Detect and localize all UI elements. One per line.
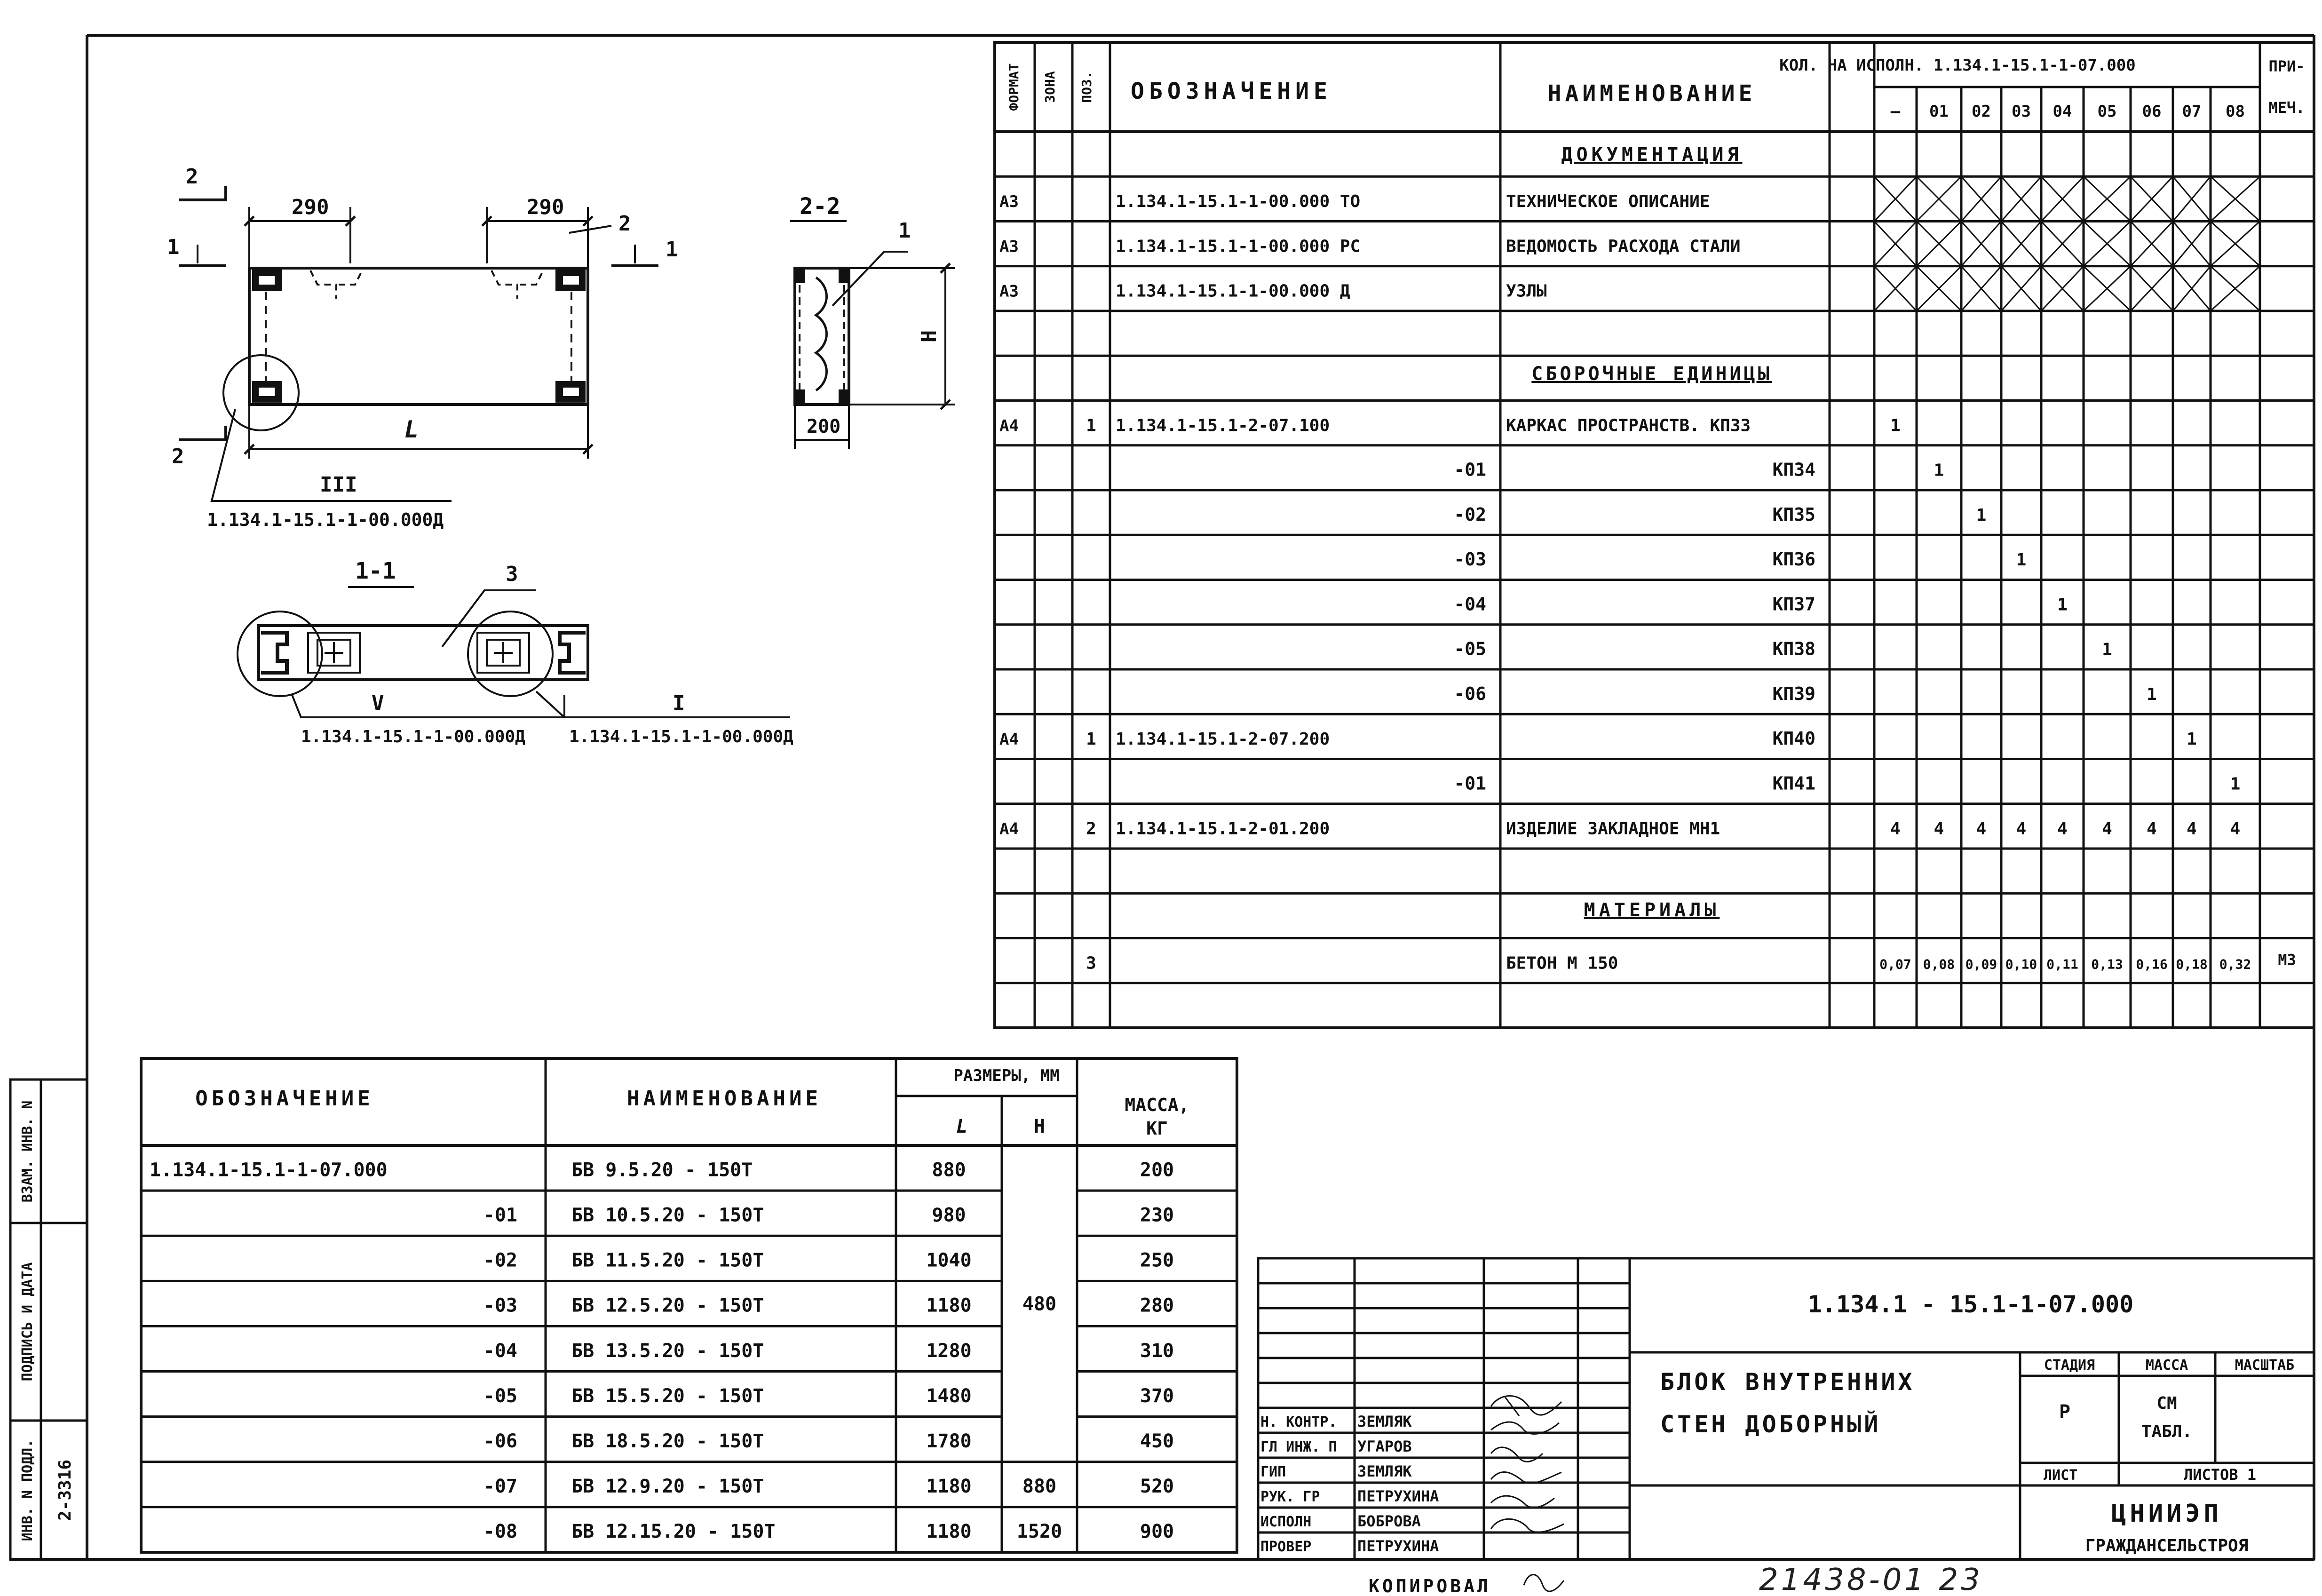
spec-header-designation: ОБОЗНАЧЕНИЕ: [1131, 78, 1332, 104]
vt-cell-L: 1040: [926, 1249, 972, 1271]
vt-cell-designation: -04: [483, 1340, 517, 1362]
spec-section-docs: ДОКУМЕНТАЦИЯ: [1561, 144, 1743, 166]
vt-cell-name: БВ 15.5.20 - 150Т: [571, 1385, 764, 1407]
spec-cell-qty: 1: [2147, 684, 2157, 704]
vt-cell-designation: -07: [483, 1476, 517, 1498]
front-node-mark: III: [320, 473, 357, 497]
spec-cell-name: УЗЛЫ: [1506, 281, 1547, 301]
spec-variant-header: 08: [2226, 102, 2245, 121]
spec-variant-headers: [1891, 102, 2245, 121]
spec-cell-qty: 1: [2102, 640, 2112, 659]
section11-node-V: V: [372, 691, 384, 715]
section22-dim-H: Н: [917, 330, 941, 343]
vt-cell-mass: 250: [1140, 1249, 1174, 1271]
spec-cell-pos: 1: [1086, 730, 1096, 749]
front-dim-290-left: 290: [292, 195, 329, 219]
spec-cell-format: А3: [999, 237, 1019, 256]
spec-cell-qty: 4: [1976, 819, 1987, 839]
sheet-frame: [9, 35, 2314, 1559]
vt-cell-designation: -06: [483, 1430, 517, 1453]
spec-cell-format: А4: [999, 416, 1019, 436]
spec-cell-qty: 4: [2230, 819, 2241, 839]
spec-table-rows: [999, 192, 2296, 973]
vt-header-dims: РАЗМЕРЫ, ММ: [953, 1066, 1060, 1085]
spec-cell-name: КП34: [1772, 459, 1815, 480]
front-cut-2-bottom: 2: [172, 445, 184, 468]
spec-variant-header: 06: [2142, 102, 2162, 121]
vt-cell-name: БВ 11.5.20 - 150Т: [571, 1249, 764, 1271]
spec-cell-designation: 1.134.1-15.1-1-00.000 Д: [1116, 281, 1350, 301]
section11-node-I: I: [673, 691, 685, 715]
title-sheet-label: ЛИСТ: [2044, 1467, 2078, 1484]
vt-cell-mass: 900: [1140, 1521, 1174, 1543]
spec-cell-pos: 2: [1086, 819, 1096, 839]
title-person-name: УГАРОВ: [1357, 1437, 1412, 1455]
vt-header-designation: ОБОЗНАЧЕНИЕ: [195, 1087, 374, 1111]
spec-cell-format: А3: [999, 192, 1019, 212]
spec-cell-qty: 4: [2016, 819, 2027, 839]
vt-cell-L: 1780: [926, 1430, 972, 1453]
spec-cell-name: КП39: [1772, 683, 1815, 704]
spec-table: [995, 42, 2314, 1028]
vt-cell-name: БВ 18.5.20 - 150Т: [571, 1430, 764, 1453]
spec-cell-qty: 0,08: [1923, 956, 1955, 972]
spec-cell-qty: 0,18: [2176, 956, 2208, 972]
section11-ref-left: 1.134.1-15.1-1-00.000Д: [301, 727, 525, 746]
front-view: [179, 186, 658, 501]
title-person-role: РУК. ГР: [1260, 1489, 1320, 1505]
spec-variant-header: 04: [2053, 102, 2072, 121]
vt-cell-designation: -01: [483, 1204, 517, 1226]
vt-cell-name: БВ 12.5.20 - 150Т: [571, 1294, 764, 1317]
title-person-name: БОБРОВА: [1357, 1512, 1421, 1530]
spec-cell-qty: 4: [1890, 819, 1901, 839]
spec-cell-designation: -06: [1454, 683, 1486, 704]
title-person-role: ПРОВЕР: [1260, 1539, 1312, 1555]
section11-pos3: 3: [506, 562, 518, 586]
vt-cell-name: БВ 13.5.20 - 150Т: [571, 1340, 764, 1362]
vt-cell-mass: 450: [1140, 1430, 1174, 1453]
vt-cell-mass: 310: [1140, 1340, 1174, 1362]
vt-cell-L: 880: [932, 1159, 966, 1181]
vt-cell-L: 980: [932, 1204, 966, 1226]
spec-cell-name: КП35: [1772, 504, 1815, 525]
side-stamp: [10, 1080, 87, 1559]
spec-cell-qty: 0,16: [2136, 956, 2168, 972]
vt-cell-mass: 520: [1140, 1476, 1174, 1498]
vt-cell-L: 1180: [926, 1294, 972, 1317]
vt-cell-name: БВ 12.9.20 - 150Т: [571, 1476, 764, 1498]
spec-cell-designation: -04: [1454, 594, 1486, 615]
footer-copied: КОПИРОВАЛ: [1369, 1576, 1491, 1596]
vt-cell-mass: 370: [1140, 1385, 1174, 1407]
vt-cell-L: 1480: [926, 1385, 972, 1407]
spec-cell-designation: -05: [1454, 638, 1486, 659]
front-cut-2-top: 2: [186, 165, 198, 189]
spec-cell-qty: 4: [2102, 819, 2112, 839]
spec-cell-pos: 3: [1086, 953, 1096, 973]
spec-cell-note: М3: [2278, 951, 2296, 969]
title-person-role: ИСПОЛН: [1260, 1514, 1312, 1530]
front-cut-1-right: 1: [666, 238, 678, 262]
spec-cell-format: А4: [999, 730, 1019, 749]
spec-cell-name: КАРКАС ПРОСТРАНСТВ. КП33: [1506, 416, 1751, 436]
spec-variant-header: 02: [1972, 102, 1991, 121]
title-person-role: ГИП: [1260, 1464, 1286, 1480]
vt-cell-H: 1520: [1016, 1521, 1062, 1543]
stamp-inv-podl: ИНВ. N ПОДЛ.: [19, 1439, 36, 1541]
title-mass-label: МАССА: [2145, 1357, 2188, 1374]
spec-cell-name: БЕТОН М 150: [1506, 953, 1618, 973]
spec-header-zone: ЗОНА: [1042, 71, 1058, 103]
vt-cell-designation: -08: [483, 1521, 517, 1543]
title-person-name: ПЕТРУХИНА: [1357, 1487, 1439, 1505]
front-cut-1-left: 1: [167, 235, 180, 259]
section11-ref-right: 1.134.1-15.1-1-00.000Д: [569, 727, 793, 746]
spec-cell-qty: 1: [2057, 595, 2068, 615]
spec-cell-pos: 1: [1086, 416, 1096, 436]
spec-cell-qty: 1: [1976, 505, 1987, 525]
spec-variant-header: 01: [1929, 102, 1949, 121]
spec-cell-name: КП40: [1772, 728, 1815, 749]
title-org-2: ГРАЖДАНСЕЛЬСТРОЯ: [2085, 1536, 2249, 1556]
vt-cell-designation: -03: [483, 1294, 517, 1317]
spec-cell-designation: 1.134.1-15.1-2-07.100: [1116, 416, 1330, 436]
vt-header-mass-1: МАССА,: [1125, 1095, 1189, 1115]
vt-cell-designation: 1.134.1-15.1-1-07.000: [150, 1159, 388, 1181]
title-person-role: ГЛ ИНЖ. П: [1260, 1439, 1337, 1455]
spec-cross-marks: [1874, 176, 2260, 311]
spec-variant-header: —: [1890, 102, 1901, 121]
title-person-name: ПЕТРУХИНА: [1357, 1537, 1439, 1555]
spec-cell-name: КП41: [1772, 773, 1815, 794]
spec-cell-format: А4: [999, 819, 1019, 839]
spec-cell-qty: 0,10: [2005, 956, 2037, 972]
spec-cell-designation: -01: [1454, 773, 1486, 794]
spec-cell-name: ВЕДОМОСТЬ РАСХОДА СТАЛИ: [1506, 237, 1741, 256]
spec-header-qty-title: КОЛ. НА ИСПОЛН. 1.134.1-15.1-1-07.000: [1779, 56, 2136, 75]
spec-header-name: НАИМЕНОВАНИЕ: [1547, 80, 1756, 107]
title-stage-value: Р: [2059, 1401, 2071, 1423]
vt-cell-L: 1280: [926, 1340, 972, 1362]
spec-cell-qty: 1: [2016, 550, 2027, 570]
title-line-2: СТЕН ДОБОРНЫЙ: [1660, 1411, 1881, 1438]
vt-cell-designation: -02: [483, 1249, 517, 1271]
vt-header-L: L: [956, 1116, 968, 1137]
vt-cell-name: БВ 12.15.20 - 150Т: [571, 1521, 776, 1543]
spec-cell-qty: 1: [2187, 730, 2197, 749]
spec-cell-designation: -01: [1454, 459, 1486, 480]
title-person-name: ЗЕМЛЯК: [1357, 1413, 1412, 1430]
title-person-role: Н. КОНТР.: [1260, 1414, 1337, 1430]
title-org-1: ЦНИИЭП: [2111, 1500, 2222, 1528]
front-dim-L: L: [404, 416, 419, 443]
spec-cell-qty: 0,09: [1965, 956, 1997, 972]
vt-header-name: НАИМЕНОВАНИЕ: [627, 1087, 822, 1111]
spec-cell-qty: 1: [1890, 416, 1901, 436]
vt-cell-mass: 280: [1140, 1294, 1174, 1317]
spec-cell-designation: 1.134.1-15.1-1-00.000 ТО: [1116, 192, 1361, 212]
spec-cell-qty: 4: [2057, 819, 2068, 839]
title-stage-label: СТАДИЯ: [2044, 1357, 2095, 1374]
spec-cell-qty: 4: [2187, 819, 2197, 839]
spec-cell-designation: 1.134.1-15.1-2-07.200: [1116, 730, 1330, 749]
front-node-ref: 1.134.1-15.1-1-00.000Д: [207, 509, 444, 530]
spec-cell-qty: 4: [2147, 819, 2157, 839]
title-mass-value-2: ТАБЛ.: [2141, 1422, 2193, 1441]
spec-variant-header: 05: [2097, 102, 2117, 121]
spec-cell-qty: 0,11: [2046, 956, 2078, 972]
spec-cell-name: ТЕХНИЧЕСКОЕ ОПИСАНИЕ: [1506, 192, 1710, 212]
spec-cell-name: ИЗДЕЛИЕ ЗАКЛАДНОЕ МН1: [1506, 819, 1720, 839]
vt-cell-designation: -05: [483, 1385, 517, 1407]
vt-cell-mass: 200: [1140, 1159, 1174, 1181]
spec-cell-name: КП37: [1772, 594, 1815, 615]
section22-label: 2-2: [800, 193, 840, 220]
spec-variant-header: 03: [2012, 102, 2031, 121]
vt-cell-name: БВ 10.5.20 - 150Т: [571, 1204, 764, 1226]
vt-cell-H: 480: [1022, 1293, 1057, 1315]
section11-label: 1-1: [355, 558, 396, 584]
vt-header-H: Н: [1033, 1116, 1046, 1137]
spec-cell-designation: -03: [1454, 549, 1486, 570]
title-mass-value-1: СМ: [2156, 1394, 2177, 1413]
stamp-inv-value: 2-3316: [55, 1459, 75, 1521]
stamp-vzam: ВЗАМ. ИНВ. N: [19, 1100, 36, 1203]
title-block: [1258, 1258, 2314, 1559]
title-doc-number: 1.134.1 - 15.1-1-07.000: [1807, 1291, 2134, 1318]
footer-code: 21438-01 23: [1759, 1563, 1983, 1596]
spec-header-note-2: МЕЧ.: [2268, 99, 2305, 117]
vt-cell-name: БВ 9.5.20 - 150Т: [571, 1159, 753, 1181]
front-dim-290-right: 290: [527, 195, 564, 219]
signatures: [1491, 1396, 1564, 1532]
variants-table: [141, 1058, 1237, 1552]
vt-cell-L: 1180: [926, 1476, 972, 1498]
spec-cell-qty: 1: [2230, 774, 2241, 794]
spec-header-note-1: ПРИ-: [2268, 57, 2305, 75]
spec-section-assemblies: СБОРОЧНЫЕ ЕДИНИЦЫ: [1531, 363, 1772, 385]
section-1-1: [238, 587, 790, 717]
title-person-name: ЗЕМЛЯК: [1357, 1462, 1412, 1480]
block-drawings: [179, 186, 955, 717]
title-scale-label: МАСШТАБ: [2235, 1357, 2295, 1374]
stamp-podpis: ПОДПИСЬ И ДАТА: [19, 1262, 36, 1382]
title-sheets-label: ЛИСТОВ 1: [2183, 1466, 2257, 1484]
vt-cell-mass: 230: [1140, 1204, 1174, 1226]
vt-cell-L: 1180: [926, 1521, 972, 1543]
section22-pos1: 1: [898, 219, 911, 243]
spec-cell-designation: 1.134.1-15.1-2-01.200: [1116, 819, 1330, 839]
spec-cell-designation: -02: [1454, 504, 1486, 525]
spec-cell-name: КП38: [1772, 638, 1815, 659]
spec-cell-format: А3: [999, 282, 1019, 301]
spec-cell-name: КП36: [1772, 549, 1815, 570]
title-line-1: БЛОК ВНУТРЕННИХ: [1660, 1368, 1915, 1396]
vt-cell-H: 880: [1022, 1476, 1057, 1498]
spec-header-format: ФОРМАТ: [1006, 63, 1022, 111]
section22-dim-200: 200: [807, 416, 841, 437]
spec-header-pos: ПОЗ.: [1079, 71, 1094, 103]
spec-cell-qty: 1: [1934, 461, 1944, 480]
spec-cell-qty: 0,32: [2219, 956, 2251, 972]
variants-table-rows: [150, 1159, 1174, 1542]
vt-header-mass-2: КГ: [1146, 1118, 1168, 1139]
spec-cell-designation: 1.134.1-15.1-1-00.000 РС: [1116, 237, 1361, 256]
spec-cell-qty: 4: [1934, 819, 1944, 839]
front-cut-2-right: 2: [618, 212, 631, 236]
spec-section-materials: МАТЕРИАЛЫ: [1584, 899, 1720, 921]
footer-copied-signature: [1524, 1575, 1564, 1592]
spec-cell-qty: 0,13: [2091, 956, 2123, 972]
spec-variant-header: 07: [2182, 102, 2202, 121]
spec-cell-qty: 0,07: [1879, 956, 1911, 972]
